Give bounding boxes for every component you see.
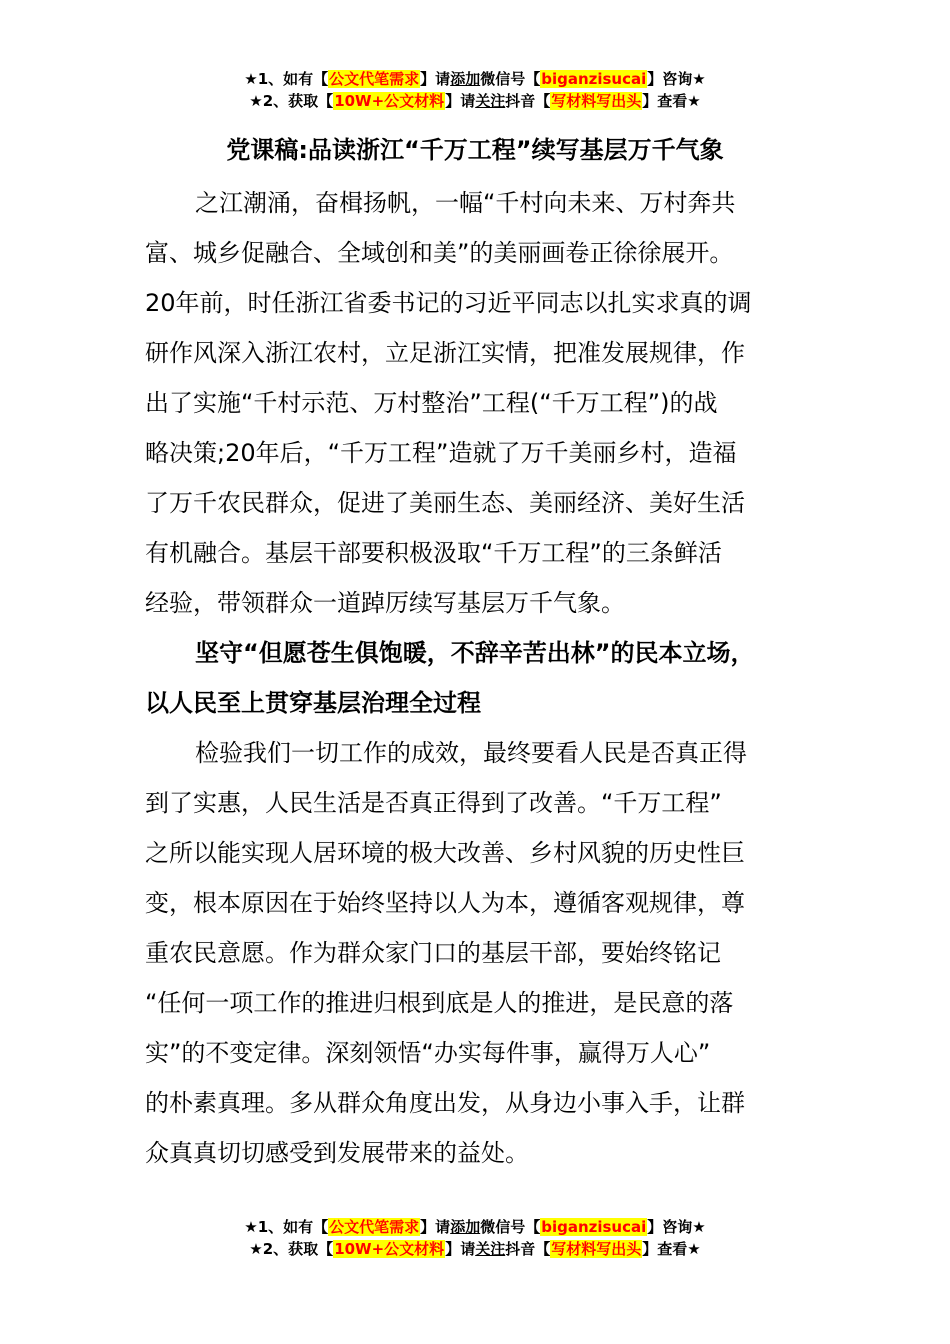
paragraph-line: 出了实施“千村示范、万村整治”工程(“千万工程”)的战 <box>145 389 718 417</box>
banner-text: 】请 <box>445 92 476 110</box>
underlined-text: 添加 <box>450 70 481 88</box>
paragraph-line: 20年前，时任浙江省委书记的习近平同志以扎实求真的调 <box>145 289 752 317</box>
paragraph-line: 实”的不变定律。深刻领悟“办实每件事，赢得万人心” <box>145 1039 711 1067</box>
section-heading: 以人民至上贯穿基层治理全过程 <box>145 689 481 717</box>
paragraph-line: 研作风深入浙江农村，立足浙江实情，把准发展规律，作 <box>145 339 745 367</box>
paragraph-line: 的朴素真理。多从群众角度出发，从身边小事入手，让群 <box>145 1089 745 1117</box>
highlight-text: 10W+公文材料 <box>334 92 445 110</box>
banner-text: 】请 <box>420 70 451 88</box>
underlined-text: 关注 <box>475 1240 506 1258</box>
paragraph-line: 之所以能实现人居环境的极大改善、乡村风貌的历史性巨 <box>145 839 745 867</box>
paragraph-line: 富、城乡促融合、全域创和美”的美丽画卷正徐徐展开。 <box>145 239 734 267</box>
paragraph-line: 变，根本原因在于始终坚持以人为本，遵循客观规律，尊 <box>145 889 745 917</box>
paragraph-line: 众真真切切感受到发展带来的益处。 <box>145 1139 529 1167</box>
banner-text: ★1、如有【 <box>244 1218 329 1236</box>
douyin-account: 写材料写出头 <box>551 1240 642 1258</box>
paragraph-line: 之江潮涌，奋楫扬帆，一幅“千村向未来、万村奔共 <box>195 189 736 217</box>
wechat-id: biganzisucai <box>541 1218 647 1236</box>
underlined-text: 关注 <box>475 92 506 110</box>
paragraph-line: “任何一项工作的推进归根到底是人的推进，是民意的落 <box>145 989 734 1017</box>
banner-text: 抖音【 <box>505 92 551 110</box>
highlight-text: 10W+公文材料 <box>334 1240 445 1258</box>
banner-text: ★1、如有【 <box>244 70 329 88</box>
banner-text: ★2、获取【 <box>249 92 334 110</box>
paragraph-line: 到了实惠，人民生活是否真正得到了改善。“千万工程” <box>145 789 722 817</box>
banner-text: 】咨询★ <box>647 70 706 88</box>
banner-text: ★2、获取【 <box>249 1240 334 1258</box>
footer-banner <box>0 1216 950 1260</box>
document-body <box>145 178 815 1178</box>
paragraph-line: 略决策;20年后，“千万工程”造就了万千美丽乡村，造福 <box>145 439 737 467</box>
paragraph-line: 有机融合。基层干部要积极汲取“千万工程”的三条鲜活 <box>145 539 722 567</box>
section-heading: 坚守“但愿苍生俱饱暖，不辞辛苦出林”的民本立场， <box>195 639 755 667</box>
banner-text: 微信号【 <box>480 1218 541 1236</box>
banner-line-2 <box>0 1238 950 1260</box>
banner-text: 】查看★ <box>642 92 701 110</box>
banner-text: 抖音【 <box>505 1240 551 1258</box>
douyin-account: 写材料写出头 <box>551 92 642 110</box>
paragraph-line: 经验，带领群众一道踔厉续写基层万千气象。 <box>145 589 625 617</box>
highlight-text: 公文代笔需求 <box>329 70 420 88</box>
paragraph-line: 检验我们一切工作的成效，最终要看人民是否真正得 <box>195 739 747 767</box>
banner-line-1 <box>0 68 950 90</box>
paragraph-line: 了万千农民群众，促进了美丽生态、美丽经济、美好生活 <box>145 489 745 517</box>
wechat-id: biganzisucai <box>541 70 647 88</box>
underlined-text: 添加 <box>450 1218 481 1236</box>
banner-text: 】查看★ <box>642 1240 701 1258</box>
banner-text: 】请 <box>420 1218 451 1236</box>
document-title: 党课稿:品读浙江“千万工程”续写基层万千气象 <box>226 136 724 164</box>
highlight-text: 公文代笔需求 <box>329 1218 420 1236</box>
paragraph-line: 重农民意愿。作为群众家门口的基层干部，要始终铭记 <box>145 939 721 967</box>
banner-text: 】请 <box>445 1240 476 1258</box>
banner-line-2 <box>0 90 950 112</box>
banner-text: 】咨询★ <box>647 1218 706 1236</box>
banner-line-1 <box>0 1216 950 1238</box>
banner-text: 微信号【 <box>480 70 541 88</box>
header-banner <box>0 68 950 112</box>
